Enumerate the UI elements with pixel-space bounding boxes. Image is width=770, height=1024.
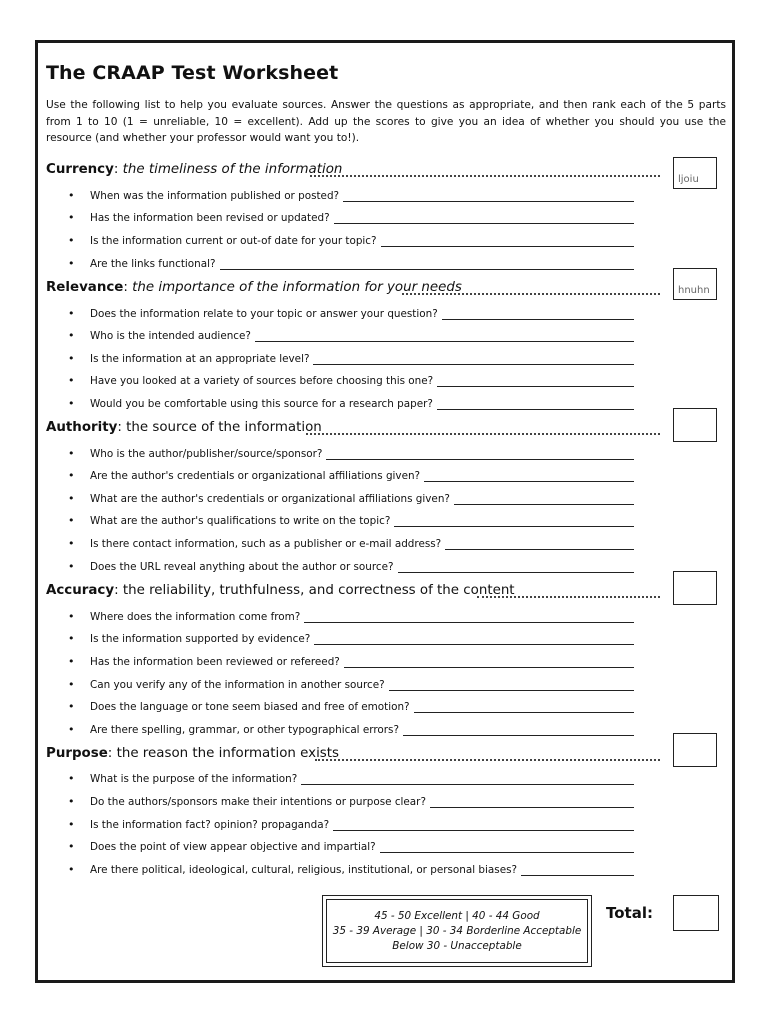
answer-line[interactable] <box>437 375 634 387</box>
question-text: What is the purpose of the information? <box>90 773 298 785</box>
question-row <box>68 373 634 387</box>
section-description: the source of the information <box>126 420 322 435</box>
bullet-icon: • <box>68 352 75 365</box>
question-text: Are there spelling, grammar, or other typographical errors? <box>90 724 399 736</box>
bullet-icon: • <box>68 655 75 668</box>
section-description: the importance of the information for your needs <box>132 280 462 295</box>
dot-leader <box>310 175 660 177</box>
question-text: Is the information supported by evidence? <box>90 633 311 645</box>
answer-line[interactable] <box>394 515 634 527</box>
question-text: What are the author's qualifications to write on the topic? <box>90 515 391 527</box>
intro-paragraph: Use the following list to help you evaluate sources. Answer the questions as appropriate, and then rank each of the 5 parts from 1 to 10 (1 = unreliable, 10 = excellent). Add up the scores to give you an idea of whether you should you use the resource (and whether your professor would want you to!). <box>46 99 726 144</box>
scale-line-1: 45 - 50 Excellent | 40 - 44 Good <box>374 909 540 922</box>
question-text: Can you verify any of the information in another source? <box>90 679 385 691</box>
bullet-icon: • <box>68 514 75 527</box>
total-score-box[interactable] <box>673 895 719 931</box>
answer-line[interactable] <box>301 773 634 785</box>
question-text: Does the point of view appear objective and impartial? <box>90 841 376 853</box>
bullet-icon: • <box>68 537 75 550</box>
answer-line[interactable] <box>442 308 634 320</box>
question-row <box>68 817 634 831</box>
question-text: Does the language or tone seem biased and free of emotion? <box>90 701 410 713</box>
question-row <box>68 328 634 342</box>
question-text: Do the authors/sponsors make their intentions or purpose clear? <box>90 796 426 808</box>
answer-line[interactable] <box>326 448 634 460</box>
question-row <box>68 771 634 785</box>
score-box-purpose[interactable] <box>673 733 717 767</box>
answer-line[interactable] <box>437 398 634 410</box>
answer-line[interactable] <box>398 561 634 573</box>
question-row <box>68 233 634 247</box>
bullet-icon: • <box>68 397 75 410</box>
question-text: Is the information at an appropriate level? <box>90 353 310 365</box>
question-row <box>68 609 634 623</box>
section-description: the reason the information exists <box>116 746 340 761</box>
bullet-icon: • <box>68 257 75 270</box>
question-text: Who is the author/publisher/source/sponsor? <box>90 448 323 460</box>
bullet-icon: • <box>68 632 75 645</box>
question-row <box>68 491 634 505</box>
answer-line[interactable] <box>403 724 634 736</box>
section-name: Purpose <box>46 746 108 761</box>
question-row <box>68 188 634 202</box>
question-row <box>68 351 634 365</box>
answer-line[interactable] <box>304 611 634 623</box>
question-row <box>68 677 634 691</box>
bullet-icon: • <box>68 772 75 785</box>
bullet-icon: • <box>68 610 75 623</box>
dot-leader <box>315 759 660 761</box>
section-description: the reliability, truthfulness, and correctness of the content <box>122 583 515 598</box>
section-description: the timeliness of the information <box>122 162 343 177</box>
answer-line[interactable] <box>521 864 634 876</box>
question-text: Are the links functional? <box>90 258 216 270</box>
score-box-authority[interactable] <box>673 408 717 442</box>
section-heading-accuracy: Accuracy: the reliability, truthfulness, and correctness of the content <box>46 583 515 598</box>
dot-leader <box>402 293 660 295</box>
section-name: Currency <box>46 162 114 177</box>
question-row <box>68 794 634 808</box>
question-row <box>68 722 634 736</box>
question-text: Have you looked at a variety of sources before choosing this one? <box>90 375 434 387</box>
question-row <box>68 396 634 410</box>
answer-line[interactable] <box>334 212 634 224</box>
question-text: Is there contact information, such as a publisher or e-mail address? <box>90 538 442 550</box>
scale-line-3: Below 30 - Unacceptable <box>392 939 522 952</box>
bullet-icon: • <box>68 700 75 713</box>
bullet-icon: • <box>68 840 75 853</box>
section-name: Relevance <box>46 280 124 295</box>
bullet-icon: • <box>68 492 75 505</box>
question-row <box>68 699 634 713</box>
bullet-icon: • <box>68 447 75 460</box>
answer-line[interactable] <box>445 538 634 550</box>
question-text: Are the author's credentials or organizational affiliations given? <box>90 470 421 482</box>
bullet-icon: • <box>68 795 75 808</box>
answer-line[interactable] <box>255 330 634 342</box>
bullet-icon: • <box>68 329 75 342</box>
section-heading-authority: Authority: the source of the information <box>46 420 322 435</box>
answer-line[interactable] <box>343 190 634 202</box>
question-row <box>68 654 634 668</box>
question-text: Is the information fact? opinion? propaganda? <box>90 819 330 831</box>
question-text: Where does the information come from? <box>90 611 301 623</box>
question-text: Who is the intended audience? <box>90 330 251 342</box>
question-row <box>68 256 634 270</box>
section-heading-purpose: Purpose: the reason the information exists <box>46 746 340 761</box>
dot-leader <box>306 433 660 435</box>
question-row <box>68 513 634 527</box>
section-name: Accuracy <box>46 583 115 598</box>
question-row <box>68 446 634 460</box>
question-text: What are the author's credentials or organizational affiliations given? <box>90 493 450 505</box>
answer-line[interactable] <box>454 493 634 505</box>
answer-line[interactable] <box>381 235 634 247</box>
answer-line[interactable] <box>220 258 634 270</box>
question-row <box>68 631 634 645</box>
question-text: Has the information been reviewed or refereed? <box>90 656 340 668</box>
bullet-icon: • <box>68 234 75 247</box>
total-label: Total: <box>606 904 653 922</box>
question-text: Are there political, ideological, cultural, religious, institutional, or personal biases? <box>90 864 518 876</box>
dot-leader <box>477 596 660 598</box>
question-row <box>68 839 634 853</box>
answer-line[interactable] <box>414 701 634 713</box>
bullet-icon: • <box>68 374 75 387</box>
score-scale-box <box>322 895 592 967</box>
score-box-accuracy[interactable] <box>673 571 717 605</box>
answer-line[interactable] <box>389 679 634 691</box>
answer-line[interactable] <box>380 841 634 853</box>
bullet-icon: • <box>68 723 75 736</box>
score-box-relevance[interactable]: hnuhn <box>673 268 717 300</box>
question-row <box>68 306 634 320</box>
question-text: Does the URL reveal anything about the author or source? <box>90 561 394 573</box>
section-name: Authority <box>46 420 118 435</box>
question-row <box>68 559 634 573</box>
question-text: When was the information published or posted? <box>90 190 340 202</box>
answer-line[interactable] <box>344 656 634 668</box>
section-heading-currency: Currency: the timeliness of the information <box>46 162 343 177</box>
answer-line[interactable] <box>313 353 634 365</box>
bullet-icon: • <box>68 863 75 876</box>
answer-line[interactable] <box>430 796 634 808</box>
section-heading-relevance: Relevance: the importance of the information for your needs <box>46 280 462 295</box>
question-row <box>68 536 634 550</box>
score-box-currency[interactable]: ljoiu <box>673 157 717 189</box>
question-row <box>68 862 634 876</box>
bullet-icon: • <box>68 560 75 573</box>
question-text: Has the information been revised or updated? <box>90 212 330 224</box>
score-scale-inner <box>326 899 588 963</box>
answer-line[interactable] <box>314 633 634 645</box>
scale-line-2: 35 - 39 Average | 30 - 34 Borderline Acceptable <box>332 924 582 937</box>
question-text: Does the information relate to your topic or answer your question? <box>90 308 438 320</box>
answer-line[interactable] <box>333 819 634 831</box>
question-row <box>68 468 634 482</box>
bullet-icon: • <box>68 189 75 202</box>
page-title: The CRAAP Test Worksheet <box>46 62 339 84</box>
bullet-icon: • <box>68 307 75 320</box>
question-text: Would you be comfortable using this source for a research paper? <box>90 398 433 410</box>
bullet-icon: • <box>68 818 75 831</box>
bullet-icon: • <box>68 469 75 482</box>
answer-line[interactable] <box>424 470 634 482</box>
bullet-icon: • <box>68 211 75 224</box>
question-row <box>68 210 634 224</box>
question-text: Is the information current or out-of date for your topic? <box>90 235 377 247</box>
bullet-icon: • <box>68 678 75 691</box>
